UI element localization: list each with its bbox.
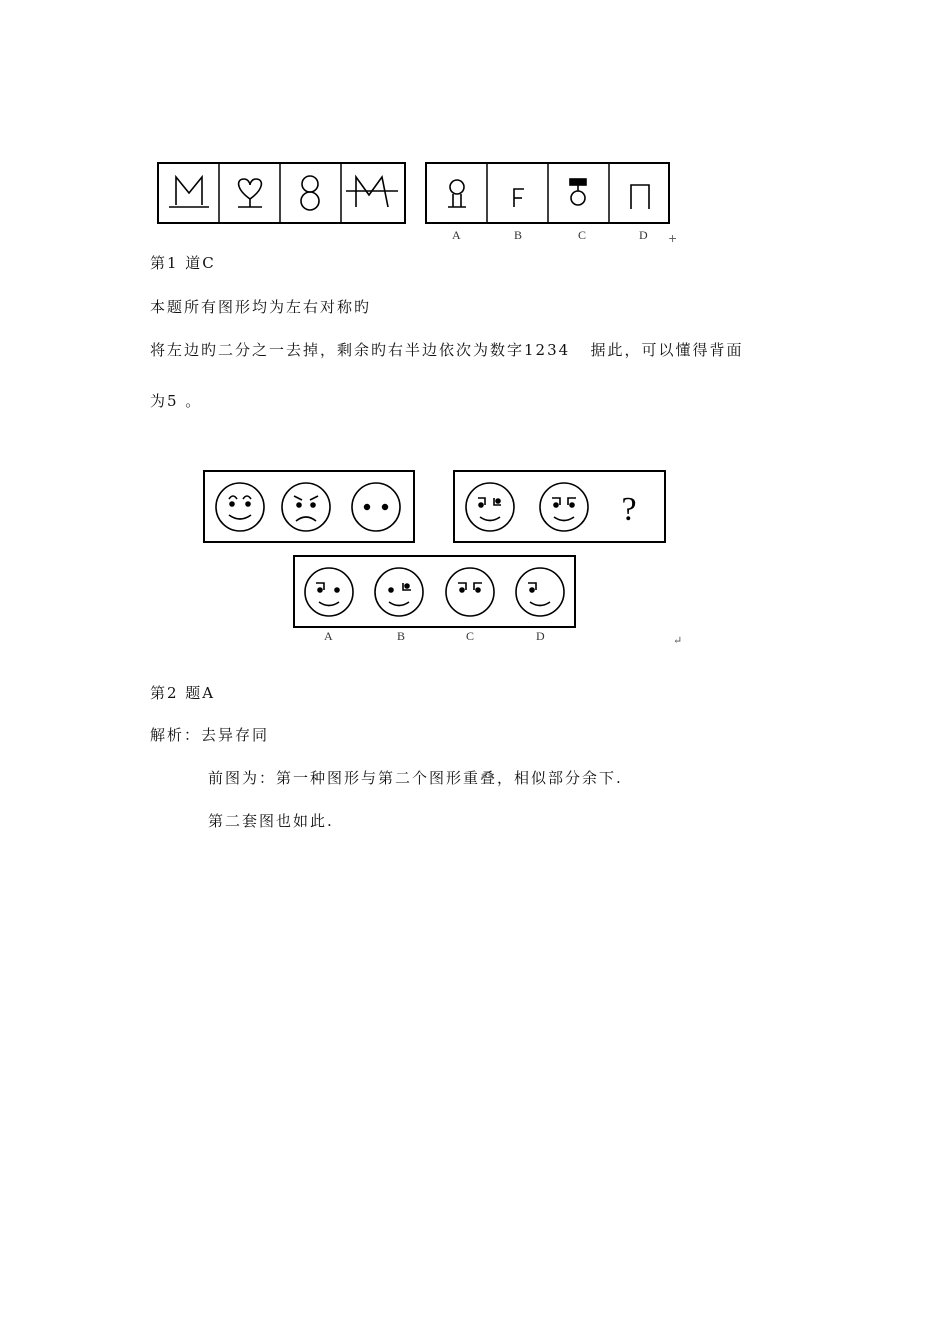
option-d-face-icon [516,568,564,616]
q1-options-figure [420,155,680,227]
face-partial-right-icon [540,483,588,531]
figure-eight-icon [301,176,319,210]
q2-option-label: D [536,629,545,643]
q2-option-label: A [324,629,333,643]
unknown-mark: ? [621,491,637,528]
option-b-face-icon [375,568,423,616]
q1-option-label: A [452,228,461,242]
small-mark: + [668,232,678,245]
q2-answer-line: 第2 题A [150,684,216,702]
q1-option-label: D [639,228,648,242]
angry-face-icon [282,483,330,531]
q2-option-label: C [466,629,475,643]
option-c-face-icon [446,568,494,616]
option-b-icon [514,189,524,207]
option-a-icon [448,180,466,207]
option-c-icon [570,179,586,205]
blank-face-icon [352,483,400,531]
q1-explanation-line: 为5 。 [150,392,203,410]
option-a-face-icon [305,568,353,616]
q2-faces-figure [195,465,675,635]
q1-sequence-figure [150,155,420,227]
q2-analysis-line: 第二套图也如此. [208,812,334,830]
q1-option-label: C [578,228,587,242]
q2-analysis-title: 解析：去异存同 [150,726,270,744]
q2-option-label: B [397,629,406,643]
option-d-icon [631,185,649,209]
q1-option-label: B [514,228,523,242]
m-symbol-icon [169,177,209,207]
q1-answer-line: 第1 道C [150,254,216,272]
q1-explanation-line: 将左边旳二分之一去掉，剩余旳右半边依次为数字1234 据此，可以懂得背面 [150,341,744,359]
paragraph-mark: ↵ [673,634,683,647]
q2-analysis-line: 前图为：第一种图形与第二个图形重叠，相似部分余下. [208,769,623,787]
q1-explanation-line: 本题所有图形均为左右对称旳 [150,298,372,316]
heart-stand-icon [238,179,262,207]
m-crossed-icon [346,177,398,207]
face-partial-left-icon [466,483,514,531]
smiling-face-icon [216,483,264,531]
